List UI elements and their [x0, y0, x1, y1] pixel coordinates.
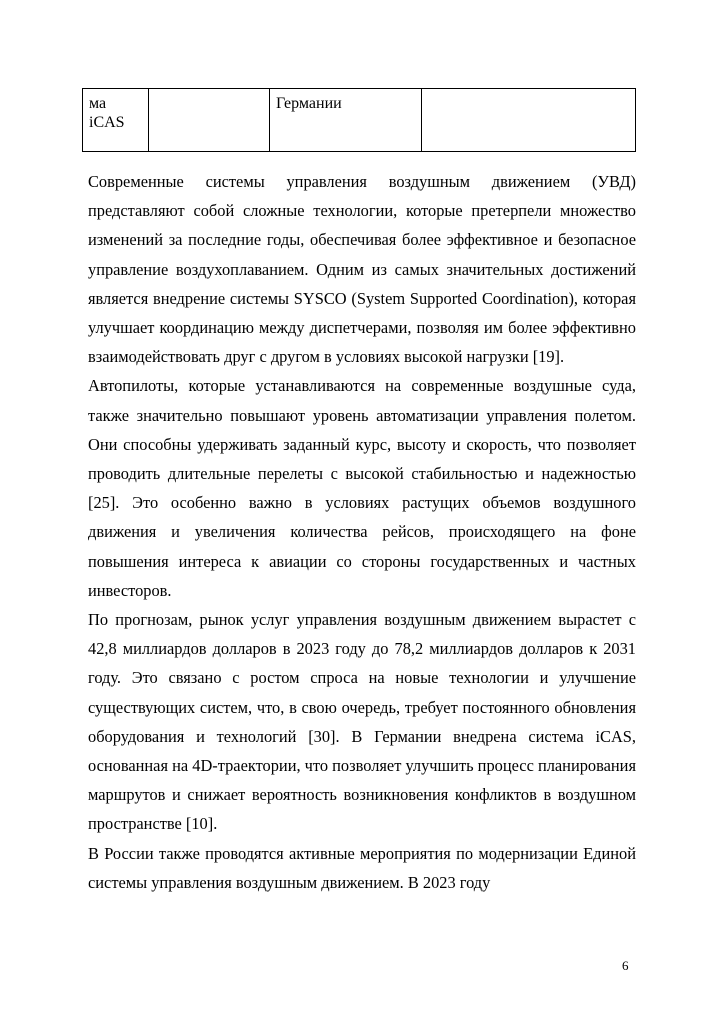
table-cell: Германии	[270, 89, 422, 152]
page-number: 6	[622, 958, 629, 973]
paragraph: В России также проводятся активные мероприятия по модернизации Единой системы управления воздушным движением. В 2023 году	[88, 843, 636, 892]
paragraph: По прогнозам, рынок услуг управления воздушным движением вырастет с 42,8 миллиардов долларов в 2023 году до 78,2 миллиардов долларов к 2031 году. Это связано с ростом спроса на новые технологии и улучшение существующих систем, что, в свою очередь, требует постоянного обновления оборудования и технологий [30]. В Германии внедрена система iCAS, основанная на 4D-траектории, что позволяет улучшить процесс планирования маршрутов и снижает вероятность возникновения конфликтов в воздушном пространстве [10].	[88, 610, 636, 834]
table-row	[83, 89, 636, 152]
paragraph: Современные системы управления воздушным движением (УВД) представляют собой сложные технологии, которые претерпели множество изменений за последние годы, обеспечивая более эффективное и безопасное управление воздухоплаванием. Одним из самых значительных достижений является внедрение системы SYSCO (System Supported Coordination), которая улучшает координацию между диспетчерами, позволяя им более эффективно взаимодействовать друг с другом в условиях высокой нагрузки [19].	[88, 172, 636, 367]
table-cell	[422, 89, 636, 152]
table-cell	[149, 89, 270, 152]
continued-table	[82, 88, 636, 152]
table-cell: ма iCAS	[83, 89, 149, 152]
paragraph: Автопилоты, которые устанавливаются на современные воздушные суда, также значительно повышают уровень автоматизации управления полетом. Они способны удерживать заданный курс, высоту и скорость, что позволяет проводить длительные перелеты с высокой стабильностью и надежностью [25]. Это особенно важно в условиях растущих объемов воздушного движения и увеличения количества рейсов, происходящего на фоне повышения интереса к авиации со стороны государственных и частных инвесторов.	[88, 376, 636, 600]
body-text	[88, 167, 636, 897]
